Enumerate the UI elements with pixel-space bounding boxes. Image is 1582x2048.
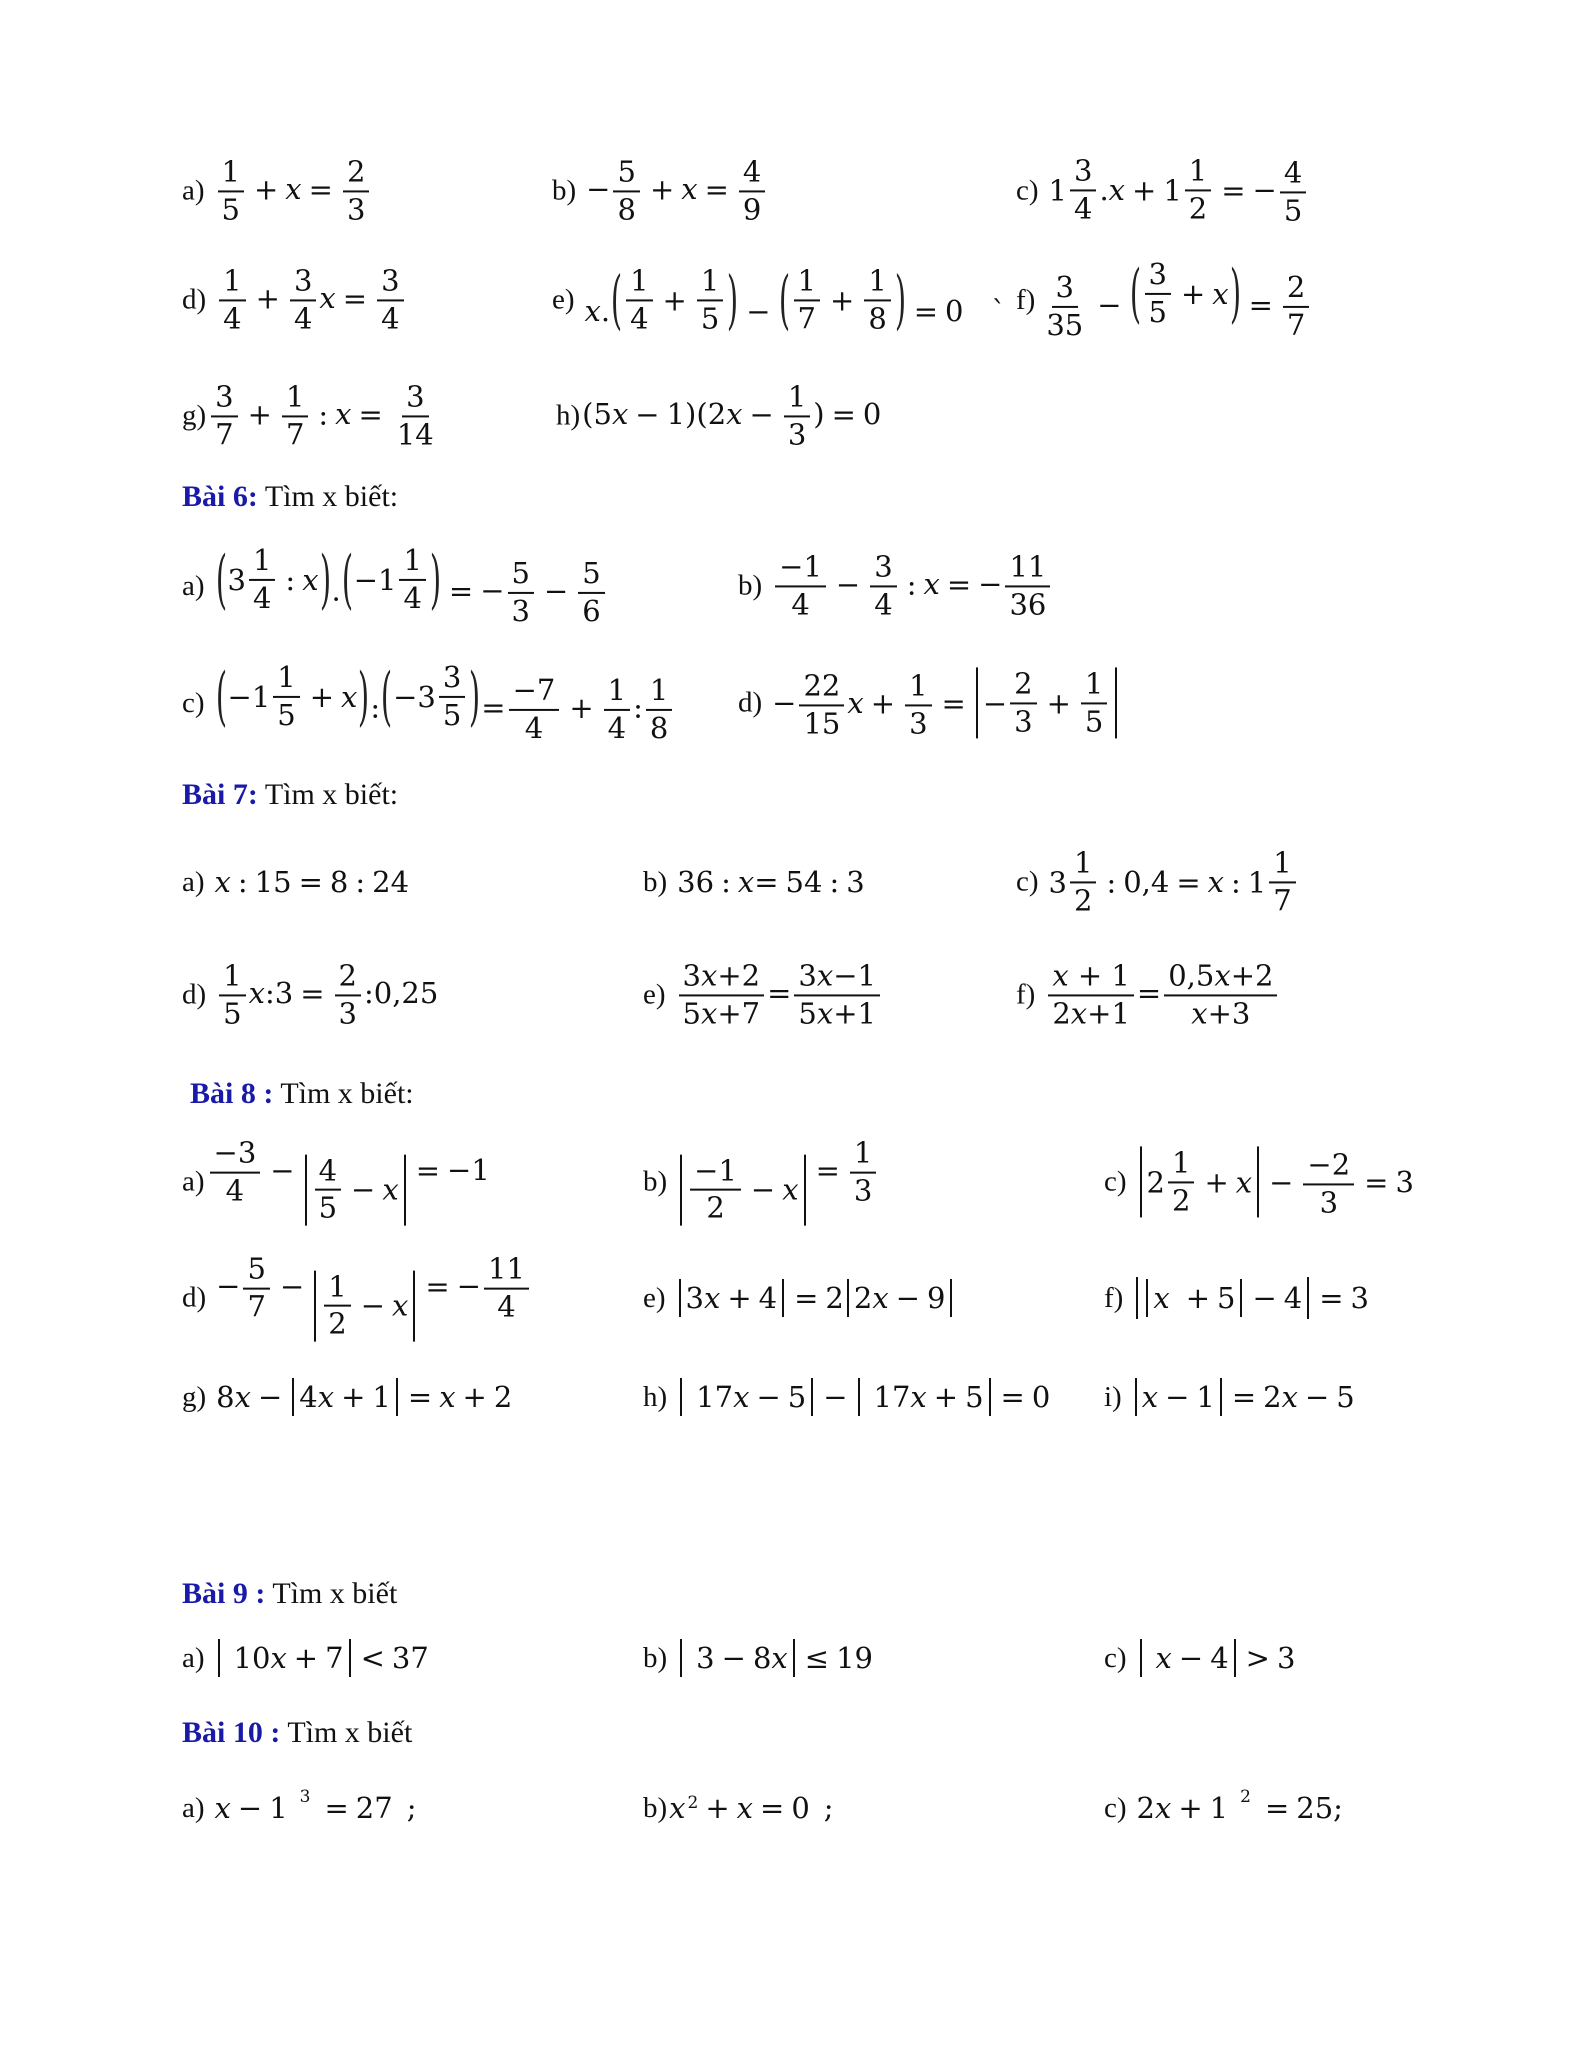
equation: $\frac{-3}{4}$ − $\frac{4}{5}$ − x = −1 (207, 1139, 490, 1226)
bai8-item-b (643, 1135, 879, 1226)
bai8-item-d (182, 1251, 532, 1342)
item-label: a) (182, 1165, 205, 1198)
equation: 3 $\frac{1}{2}$ : 0,4 = x : 1 $\frac{1}{7}$ (1049, 848, 1299, 915)
item-label: b) (643, 1641, 668, 1674)
item-label: b) (643, 1165, 668, 1198)
exercise-number: Bài 9 : (182, 1577, 266, 1610)
bai8-item-g (182, 1378, 512, 1416)
exercise-instruction: Tìm x biết (287, 1716, 413, 1749)
bai8-item-i (1104, 1378, 1355, 1416)
bai7-item-a (182, 865, 409, 899)
equation: − $\frac{22}{15}$ x + $\frac{1}{3}$ = − $\frac{2}{3}$ + $\frac{1}{5}$ (772, 667, 1120, 738)
equation: (5x − 1)(2x − $\frac{1}{3}$ ) = 0 (582, 379, 882, 451)
item-label: c) (1104, 1165, 1127, 1198)
item-label: c) (1104, 1791, 1127, 1824)
equation: ( − 1 $\frac{1}{5}$ + x ) : ( − 3 $\frac{3}{5}$ ) = $\frac{-7}{4}$ + $\frac{1}{4}$ : $\frac{1}{8}$ (215, 663, 676, 743)
equation: ( 3 $\frac{1}{4}$ : x ) . ( − 1 $\frac{1}{4}$ ) = − $\frac{5}{3}$ − $\frac{5}{6}$ (215, 546, 608, 626)
bai6-item-a (182, 542, 608, 628)
item-label: b) (643, 865, 668, 898)
exercise-number: Bài 10 : (182, 1716, 281, 1749)
item-label: e) (643, 978, 666, 1011)
item-label: e) (552, 283, 575, 316)
exercise-instruction: Tìm x biết: (264, 480, 399, 513)
bai10-item-b (643, 1791, 834, 1825)
item-label: g) (182, 1380, 207, 1413)
exercise-instruction: Tìm x biết (272, 1577, 398, 1610)
bai7-item-b (643, 865, 865, 899)
bai6-item-d (738, 667, 1120, 738)
item-label: a) (182, 174, 205, 207)
bai5-item-a (182, 154, 372, 226)
item-label: b) (643, 1791, 668, 1824)
item-label: e) (643, 1281, 666, 1314)
equation: $\frac{3}{35}$ − ( $\frac{3}{5}$ + x ) = $\frac{2}{7}$ (1039, 260, 1312, 340)
bai5-item-c (1016, 153, 1309, 227)
bai7-heading (182, 778, 398, 812)
bai7-item-c (1016, 845, 1299, 917)
item-label: d) (738, 686, 763, 719)
bai8-item-a (182, 1135, 490, 1226)
bai5-item-g (182, 379, 441, 451)
item-label: c) (182, 686, 205, 719)
item-label: f) (1016, 978, 1036, 1011)
bai6-item-b (738, 549, 1053, 621)
item-label: c) (1016, 174, 1039, 207)
exercise-number: Bài 8 : (190, 1077, 274, 1110)
bai7-item-e (643, 958, 883, 1030)
bai9-heading (182, 1577, 397, 1611)
bai5-item-h (556, 379, 882, 451)
bai6-heading (182, 480, 398, 514)
item-label: f) (1016, 283, 1036, 316)
equation: x : 15 = 8 : 24 (214, 865, 410, 899)
bai7-item-d (182, 958, 439, 1030)
bai6-item-c (182, 659, 675, 745)
item-label: a) (182, 865, 205, 898)
bai7-item-f (1016, 958, 1280, 1030)
item-label: a) (182, 1641, 205, 1674)
item-label: d) (182, 1281, 207, 1314)
item-label: d) (182, 978, 207, 1011)
bai8-heading (190, 1077, 414, 1111)
item-label: i) (1104, 1380, 1122, 1413)
exercise-number: Bài 6: (182, 480, 258, 513)
item-label: h) (556, 399, 581, 432)
item-label: f) (1104, 1281, 1124, 1314)
equation: $\frac{x + 1}{2x+1}$ = $\frac{0,5x+2}{x+3}$ (1045, 961, 1280, 1028)
bai8-item-h (643, 1378, 1050, 1416)
bai9-item-b (643, 1639, 873, 1677)
bai5-item-b (552, 154, 768, 226)
bai8-item-f (1104, 1277, 1369, 1319)
bai9-item-c (1104, 1639, 1295, 1677)
equation: 36 : x= 54 : 3 (677, 865, 865, 899)
bai9-item-a (182, 1639, 429, 1677)
bai8-item-e (643, 1279, 955, 1317)
item-label: a) (182, 569, 205, 602)
equation: x $^2$ + x = 0 ; (669, 1791, 834, 1825)
equation: 2x + 1 $^2$ = 25; (1136, 1787, 1343, 1825)
exercise-instruction: Tìm x biết: (280, 1077, 414, 1110)
item-label: h) (643, 1380, 668, 1413)
equation: 17 x − 5 − 17 x + 5 = 0 (677, 1378, 1050, 1416)
item-label: g) (182, 399, 207, 432)
inequality: 3 − 8 x ≤ 19 (677, 1639, 873, 1677)
item-label: d) (182, 283, 207, 316)
equation: − $\frac{5}{7}$ − $\frac{1}{2}$ − x = − $\frac{11}{4}$ (216, 1255, 532, 1342)
item-label: c) (1104, 1641, 1127, 1674)
equation: $\frac{-1}{4}$ − $\frac{3}{4}$ : x = − $\frac{11}{36}$ (772, 552, 1053, 619)
equation: $\frac{-1}{2}$ − x = $\frac{1}{3}$ (677, 1139, 879, 1226)
equation: 2 $\frac{1}{2}$ + x − $\frac{-2}{3}$ = 3 (1137, 1146, 1414, 1217)
item-label: b) (552, 174, 577, 207)
equation: − $\frac{5}{8}$ + x = $\frac{4}{9}$ (586, 157, 768, 224)
bai10-heading (182, 1716, 412, 1750)
equation: $\frac{1}{5}$ x:3 = $\frac{2}{3}$ :0,25 (216, 961, 438, 1028)
equation: $\frac{3}{7}$ + $\frac{1}{7}$ : x = $\frac{3}{14}$ (208, 382, 441, 449)
equation: 8x − 4 x + 1 = x + 2 (216, 1380, 513, 1414)
bai5-item-f (1016, 256, 1312, 342)
equation: x − 1 $^3$ = 27 ; (214, 1787, 417, 1825)
inequality: 10 x + 7 < 37 (215, 1639, 429, 1677)
bai10-item-a (182, 1787, 417, 1825)
item-label: c) (1016, 865, 1039, 898)
equation: $\frac{3x+2}{5x+7}$ = $\frac{3x-1}{5x+1}$ (676, 961, 883, 1028)
equation: 3 x + 4 = 2 2 x − 9 (676, 1279, 956, 1317)
inequality: x − 4 > 3 (1137, 1639, 1296, 1677)
bai5-item-e (552, 263, 1006, 337)
exercise-number: Bài 7: (182, 778, 258, 811)
equation: $\frac{1}{4}$ + $\frac{3}{4}$ x = $\frac{3}{4}$ (216, 266, 406, 333)
equation: x − 1 = 2x − 5 (1132, 1378, 1355, 1416)
equation: $\frac{1}{5}$ + x = $\frac{2}{3}$ (215, 157, 373, 224)
item-label: b) (738, 569, 763, 602)
equation: x. ( $\frac{1}{4}$ + $\frac{1}{5}$ ) − ( $\frac{1}{7}$ + $\frac{1}{8}$ ) = 0 ` (584, 263, 1006, 337)
bai8-item-c (1104, 1146, 1414, 1217)
bai5-item-d (182, 263, 407, 335)
bai10-item-c (1104, 1787, 1343, 1825)
exercise-instruction: Tìm x biết: (264, 778, 399, 811)
item-label: a) (182, 1791, 205, 1824)
equation: 1 $\frac{3}{4}$ .x + 1 $\frac{1}{2}$ = − $\frac{4}{5}$ (1049, 156, 1310, 225)
equation: x + 5 − 4 = 3 (1133, 1277, 1369, 1319)
